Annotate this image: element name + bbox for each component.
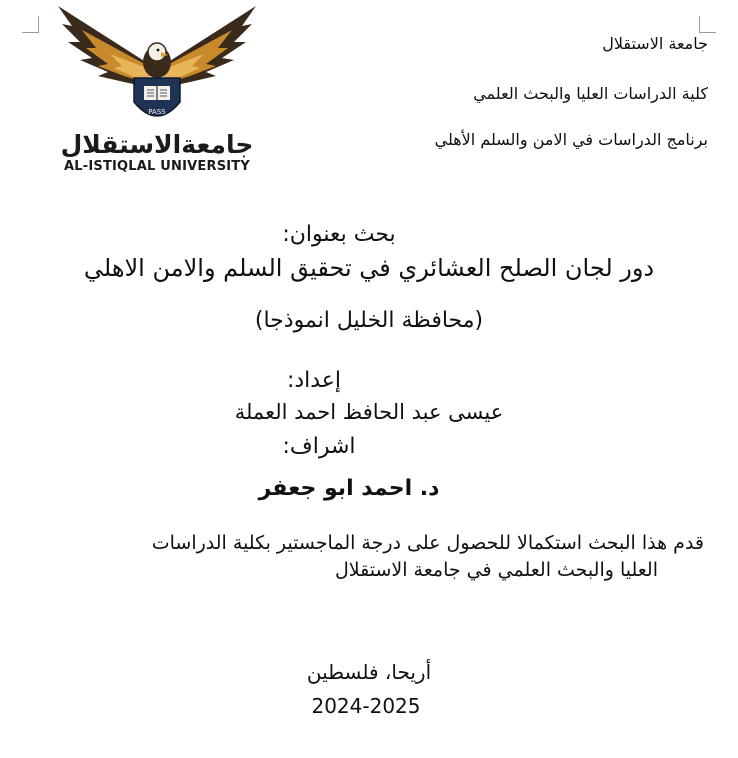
logo-arabic-name: جامعةالاستقلال — [60, 130, 254, 159]
research-title: دور لجان الصلح العشائري في تحقيق السلم والامن الاهلي — [83, 254, 655, 282]
header-faculty: كلية الدراسات العليا والبحث العلمي — [473, 84, 708, 103]
author-name: عيسى عبد الحافظ احمد العملة — [234, 400, 504, 424]
degree-statement — [24, 530, 704, 584]
supervision-label: اشراف: — [282, 434, 356, 459]
degree-statement-line-1: قدم هذا البحث استكمالا للحصول على درجة الماجستير بكلية الدراسات — [151, 532, 704, 554]
page-corner-mark-right — [699, 16, 716, 33]
prepared-by-label: إعداد: — [286, 368, 342, 393]
page-corner-mark-left — [22, 16, 39, 33]
supervisor-name: د. احمد ابو جعفر — [258, 476, 440, 501]
footer-year: 2024-2025 — [311, 694, 421, 718]
footer-place: أريحا، فلسطين — [306, 660, 432, 684]
university-logo — [52, 4, 262, 176]
logo-english-name: AL-ISTIQLAL UNIVERSITY — [64, 159, 250, 174]
eagle-emblem-icon — [52, 4, 262, 132]
header-program: برنامج الدراسات في الامن والسلم الأهلي — [434, 130, 708, 149]
degree-statement-line-2: العليا والبحث العلمي في جامعة الاستقلال — [335, 559, 658, 581]
header-university: جامعة الاستقلال — [602, 34, 708, 53]
research-title-label: بحث بعنوان: — [282, 222, 396, 247]
logo-badge-text: PASS — [148, 108, 166, 116]
research-subtitle: (محافظة الخليل انموذجا) — [254, 308, 484, 333]
